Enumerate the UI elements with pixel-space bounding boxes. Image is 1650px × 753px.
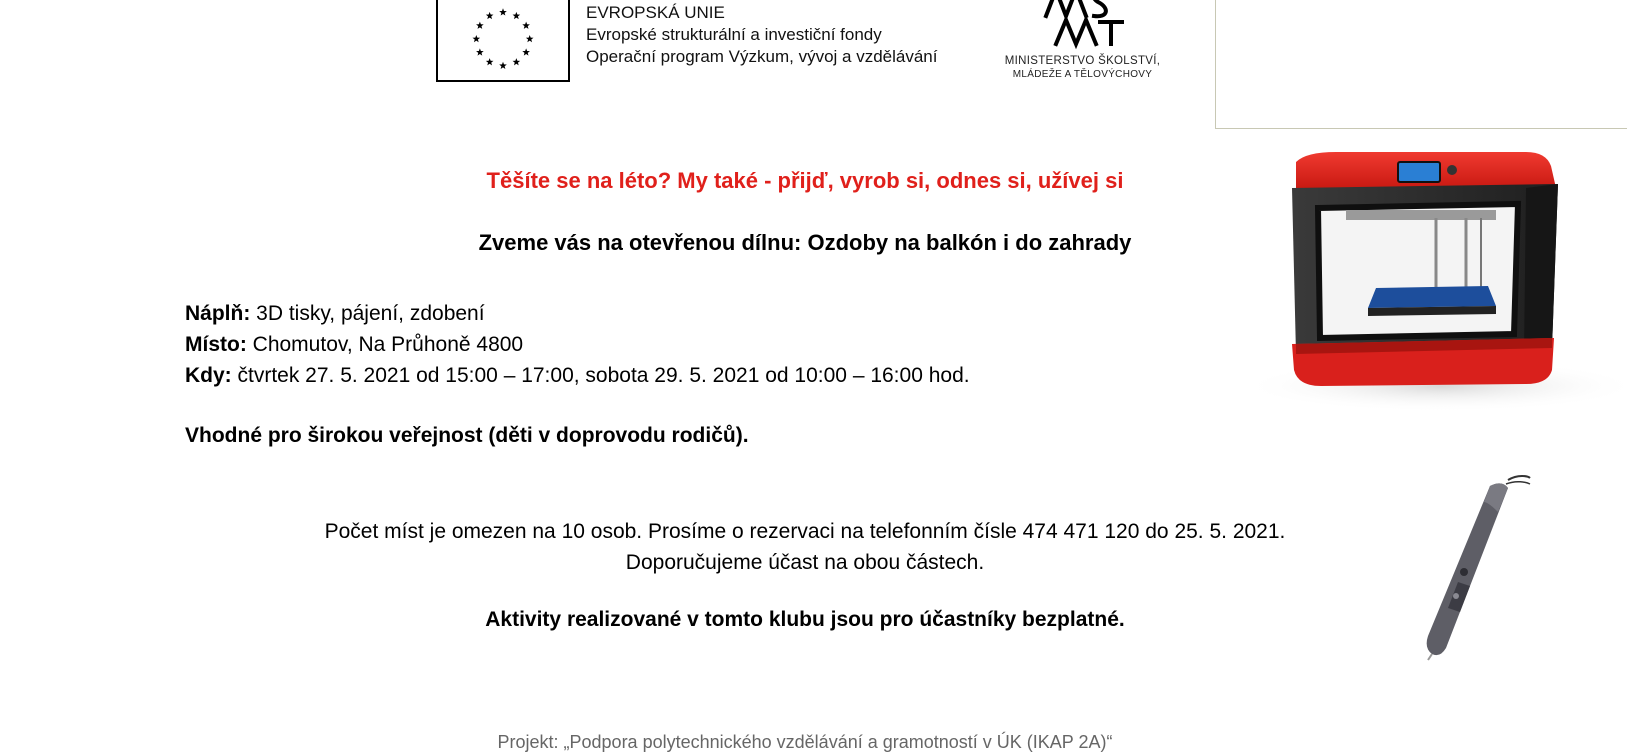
eu-star-icon <box>486 58 494 65</box>
detail-content <box>185 298 970 329</box>
msmt-mark-icon <box>1038 0 1128 52</box>
invitation-title: Zveme vás na otevřenou dílnu: Ozdoby na balkón i do zahrady <box>478 230 1132 255</box>
eu-star-icon <box>499 8 507 15</box>
eu-star-icon <box>476 22 484 29</box>
3d-pen-image <box>1398 472 1538 662</box>
detail-value: čtvrtek 27. 5. 2021 od 15:00 – 17:00, sobota 29. 5. 2021 od 10:00 – 16:00 hod. <box>231 364 970 387</box>
eu-star-icon <box>526 35 534 42</box>
frame-line-vertical <box>1215 0 1216 128</box>
eu-star-icon <box>522 48 530 55</box>
headline: Těšíte se na léto? My také - přijď, vyrob si, odnes si, užívej si <box>486 168 1124 193</box>
detail-time <box>185 360 970 391</box>
eu-flag-logo <box>436 0 570 82</box>
project-footer: Projekt: „Podpora polytechnického vzdělávání a gramotností v ÚK (IKAP 2A)“ <box>497 732 1113 752</box>
eu-line-3: Operační program Výzkum, vývoj a vzdělávání <box>586 47 938 66</box>
capacity-info <box>0 516 1610 578</box>
eu-line-2: Evropské strukturální a investiční fondy <box>586 25 882 44</box>
suitable-note: Vhodné pro širokou veřejnost (děti v doprovodu rodičů). <box>185 424 749 447</box>
detail-label: Náplň: <box>185 302 251 325</box>
ministry-name-line-2: MLÁDEŽE A TĚLOVÝCHOVY <box>1012 69 1153 80</box>
detail-label: Kdy: <box>185 364 232 387</box>
event-details <box>185 298 970 391</box>
detail-value: 3D tisky, pájení, zdobení <box>250 302 485 325</box>
eu-star-icon <box>522 22 530 29</box>
eu-star-icon <box>476 48 484 55</box>
frame-line-horizontal <box>1215 128 1627 129</box>
eu-text-block <box>586 2 937 68</box>
capacity-line-2: Doporučujeme účast na obou částech. <box>625 551 985 574</box>
ministry-logo <box>990 0 1175 82</box>
capacity-line-1: Počet míst je omezen na 10 osob. Prosíme o rezervaci na telefonním čísle 474 471 120 do 25. 5. 2021. <box>324 520 1286 543</box>
detail-value: Chomutov, Na Průhoně 4800 <box>246 333 524 356</box>
3d-printer-image <box>1226 148 1636 418</box>
eu-star-icon <box>486 12 494 19</box>
detail-label: Místo: <box>185 333 247 356</box>
eu-star-icon <box>472 35 480 42</box>
eu-star-icon <box>513 58 521 65</box>
free-note: Aktivity realizované v tomto klubu jsou pro účastníky bezplatné. <box>485 608 1125 631</box>
detail-place <box>185 329 970 360</box>
eu-stars-icon <box>438 0 568 80</box>
eu-star-icon <box>499 62 507 69</box>
ministry-name-line-1: MINISTERSTVO ŠKOLSTVÍ, <box>1004 55 1161 67</box>
eu-line-1: EVROPSKÁ UNIE <box>586 3 725 22</box>
eu-star-icon <box>513 12 521 19</box>
